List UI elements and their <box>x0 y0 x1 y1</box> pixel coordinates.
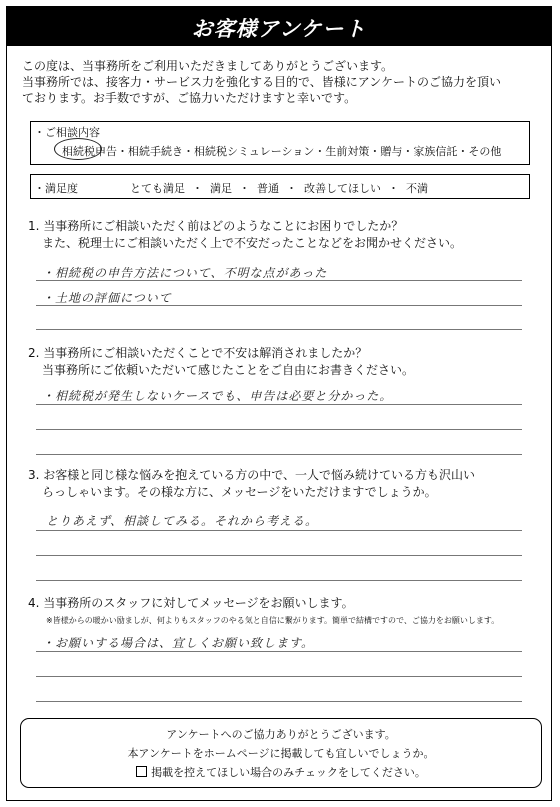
intro-text <box>22 58 542 106</box>
footer-box <box>20 718 542 788</box>
satisfaction-label: ・満足度 <box>34 182 78 195</box>
answer-1-line-2[interactable]: ・土地の評価について <box>42 291 172 305</box>
intro-line: ております。お手数ですが、ご協力いただけますと幸いです。 <box>22 91 357 105</box>
page-title: お客様アンケート <box>191 17 367 41</box>
publish-opt-out-checkbox[interactable] <box>136 766 147 777</box>
question-line: 当事務所にご依頼いただいて感じたことをご自由にお書きください。 <box>42 363 415 377</box>
satisfaction-option[interactable]: 普通 <box>257 182 279 195</box>
answer-rule <box>36 305 522 306</box>
answer-rule <box>36 429 522 430</box>
footer-checkbox-row[interactable] <box>21 763 541 782</box>
footer-thanks: アンケートへのご協力ありがとうございます。 <box>166 728 396 741</box>
question-line: また、税理士にご相談いただく上で不安だったことなどをお聞かせください。 <box>42 236 463 250</box>
answer-rule <box>36 701 522 702</box>
answer-rule <box>36 404 522 405</box>
question-4 <box>28 595 518 612</box>
satisfaction-option[interactable]: とても満足 <box>130 182 185 195</box>
answer-rule <box>36 580 522 581</box>
title-banner <box>6 6 552 46</box>
intro-line: この度は、当事務所をご利用いただきましてありがとうございます。 <box>22 59 394 73</box>
answer-1-line-1[interactable]: ・相続税の申告方法について、不明な点があった <box>42 266 328 280</box>
selected-topic-circle <box>54 138 102 160</box>
question-line: らっしゃいます。その様な方に、メッセージをいただけますでしょうか。 <box>42 485 437 499</box>
question-2 <box>28 345 518 379</box>
satisfaction-option[interactable]: 改善してほしい <box>304 182 381 195</box>
question-line: 1. 当事務所にご相談いただく前はどのようなことにお困りでしたか？ <box>28 219 404 233</box>
answer-rule <box>36 530 522 531</box>
answer-rule <box>36 651 522 652</box>
answer-rule <box>36 329 522 330</box>
question-4-note: ※皆様からの暖かい励ましが、何よりもスタッフのやる気と自信に繋がります。簡単で結構ですので、ご協力をお願いします。 <box>46 616 500 625</box>
satisfaction-option[interactable]: 満足 <box>210 182 232 195</box>
question-1 <box>28 218 518 252</box>
footer-question: 本アンケートをホームページに掲載しても宜しいでしょうか。 <box>127 747 435 760</box>
answer-2-line-1[interactable]: ・相続税が発生しないケースでも、申告は必要と分かった。 <box>42 389 393 403</box>
answer-4-line-1[interactable]: ・お願いする場合は、宜しくお願い致します。 <box>42 636 315 650</box>
satisfaction-option[interactable]: 不満 <box>406 182 428 195</box>
consultation-label: ・ご相談内容 <box>34 126 100 139</box>
answer-rule <box>36 280 522 281</box>
answer-rule <box>36 555 522 556</box>
satisfaction-options[interactable]: とても満足 ・ 満足 ・ 普通 ・ 改善してほしい ・ 不満 <box>130 182 428 195</box>
question-line: 3. お客様と同じ様な悩みを抱えている方の中で、一人で悩み続けている方も沢山い <box>28 468 476 482</box>
intro-line: 当事務所では、接客力・サービス力を強化する目的で、皆様にアンケートのご協力を頂い <box>22 75 502 89</box>
answer-3-line-1[interactable]: とりあえず、相談してみる。それから考える。 <box>46 514 319 528</box>
footer-checkbox-label: 掲載を控えてほしい場合のみチェックをしてください。 <box>151 766 426 779</box>
answer-rule <box>36 454 522 455</box>
answer-rule <box>36 676 522 677</box>
question-3 <box>28 467 518 501</box>
consultation-options[interactable]: 相続税申告・相続手続き・相続税シミュレーション・生前対策・贈与・家族信託・その他 <box>62 145 502 158</box>
question-line: 2. 当事務所にご相談いただくことで不安は解消されましたか？ <box>28 346 368 360</box>
question-line: 4. 当事務所のスタッフに対してメッセージをお願いします。 <box>28 596 354 610</box>
